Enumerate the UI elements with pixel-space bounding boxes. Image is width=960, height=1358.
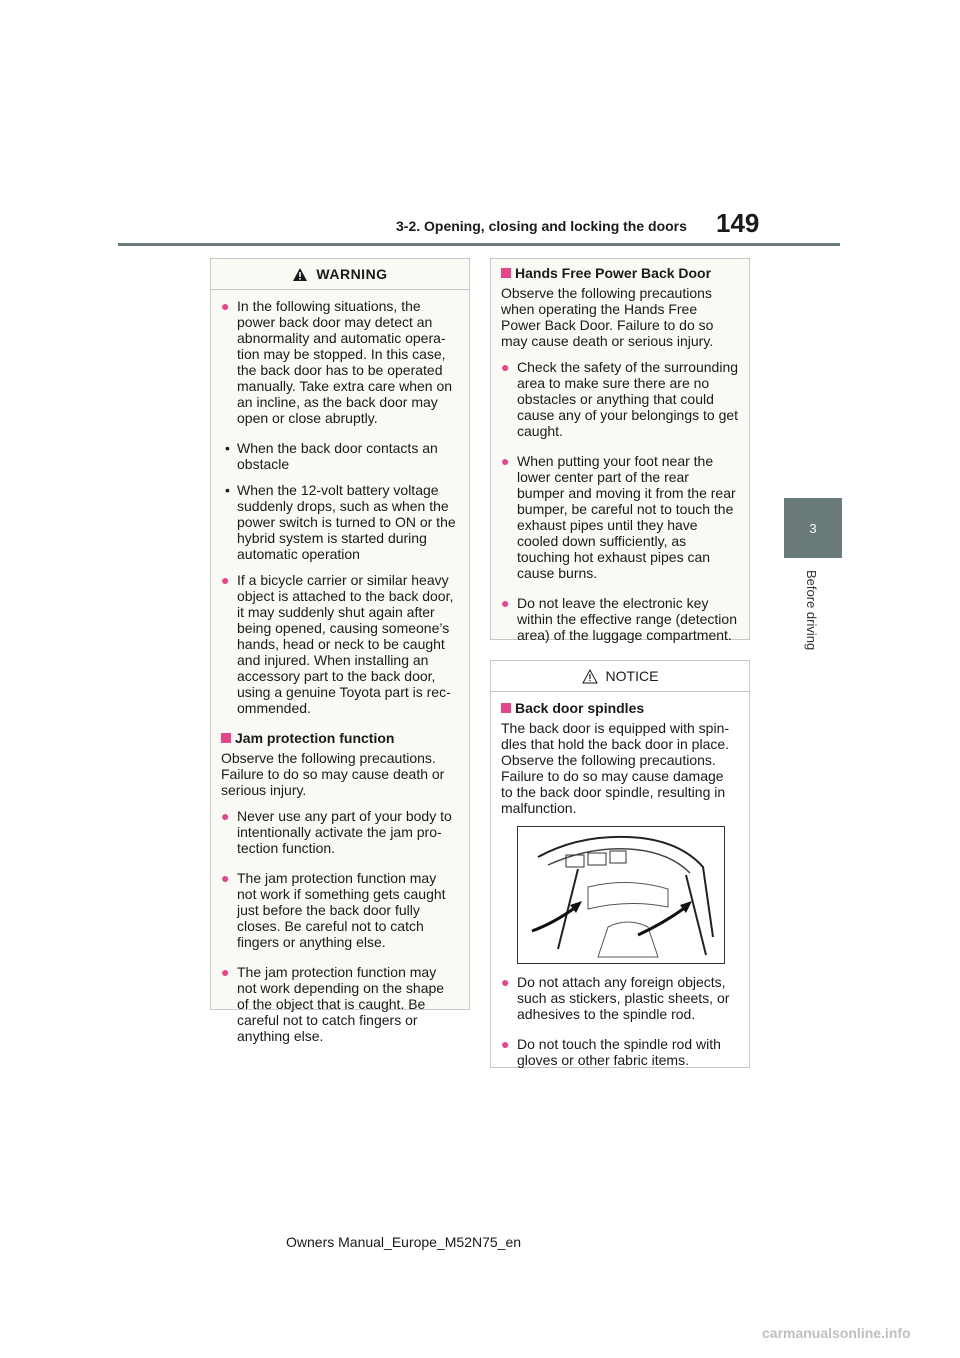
hands-free-heading: Hands Free Power Back Door [501,265,739,281]
warning-triangle-icon [292,267,308,282]
header-rule [118,243,840,246]
hands-free-body [491,259,749,663]
section-title: 3-2. Opening, closing and locking the doors [396,218,687,234]
notice-body [491,692,749,1088]
hands-free-item: ● Check the safety of the surrounding area to make sure there are no obstacles or anything that could cause any of your belongings to get caught. [501,359,739,439]
spindle-item: ● Do not attach any foreign objects, such as stickers, plastic sheets, or adhesives to the spindle rod. [501,974,739,1022]
warning-title: WARNING [316,266,388,282]
chapter-label-wrap [804,570,824,680]
jam-item: ● Never use any part of your body to intentionally activate the jam pro- tection function. [221,808,459,856]
hands-free-item: ● When putting your foot near the lower center part of the rear bumper and moving it from the rear bumper, be careful not to touch the exhaust pipes until they have cooled down sufficiently, as touching hot exhaust pipes can cause burns. [501,453,739,581]
notice-box [490,660,750,1068]
notice-title: NOTICE [605,668,659,684]
hands-free-item: ● Do not leave the electronic key within the effective range (detection area) of the luggage compartment. [501,595,739,643]
back-door-illustration-svg [518,827,724,963]
warning-sub-item: • When the 12-volt battery voltage suddenly drops, such as when the power switch is turned to ON or the hybrid system is started during automatic operation [221,482,459,562]
footer-manual-id: Owners Manual_Europe_M52N75_en [286,1234,522,1250]
hands-free-intro: Observe the following precautions when operating the Hands Free Power Back Door. Failure to do so may cause death or serious injury. [501,285,714,349]
notice-header [491,661,749,692]
chapter-number: 3 [809,520,817,536]
warning-body [211,290,469,1064]
jam-item: ● The jam protection function may not work depending on the shape of the object that is caught. Be careful not to catch fingers or anything else. [221,964,459,1044]
jam-intro: Observe the following precautions. Failure to do so may cause death or serious injury. [221,750,445,798]
spindle-intro: The back door is equipped with spin- dles that hold the back door in place. Observe the following precautions. Failure to do so may cause damage to the back door spindle, resulting in malfunction. [501,720,730,816]
warning-intro: ● In the following situations, the power back door may detect an abnormality and automatic opera- tion may be stopped. In this case, the back door has to be operated manually. Take extra care when on an incline, as the back door may open or close abruptly. [221,298,459,426]
watermark[interactable]: carmanualsonline.info [762,1325,911,1341]
warning-bicycle: ● If a bicycle carrier or similar heavy object is attached to the back door, it may suddenly shut again after being opened, causing someone’s hands, head or neck to be caught and injured. When installing an accessory part to the back door, using a genuine Toyota part is rec- ommended. [221,572,459,716]
jam-item: ● The jam protection function may not work if something gets caught just before the back door fully closes. Be careful not to catch fingers or anything else. [221,870,459,950]
chapter-label: Before driving [804,570,819,651]
jam-heading: Jam protection function [221,730,459,746]
spindle-item: ● Do not touch the spindle rod with gloves or other fabric items. [501,1036,739,1068]
back-door-spindle-illustration [517,826,725,964]
warning-sub-item: • When the back door contacts an obstacle [221,440,459,472]
hands-free-box [490,258,750,643]
warning-box [210,258,470,1044]
page-number: 149 [716,208,760,238]
warning-header [211,259,469,290]
caution-triangle-icon [582,669,598,684]
spindle-heading: Back door spindles [501,700,739,716]
chapter-tab [784,498,842,558]
